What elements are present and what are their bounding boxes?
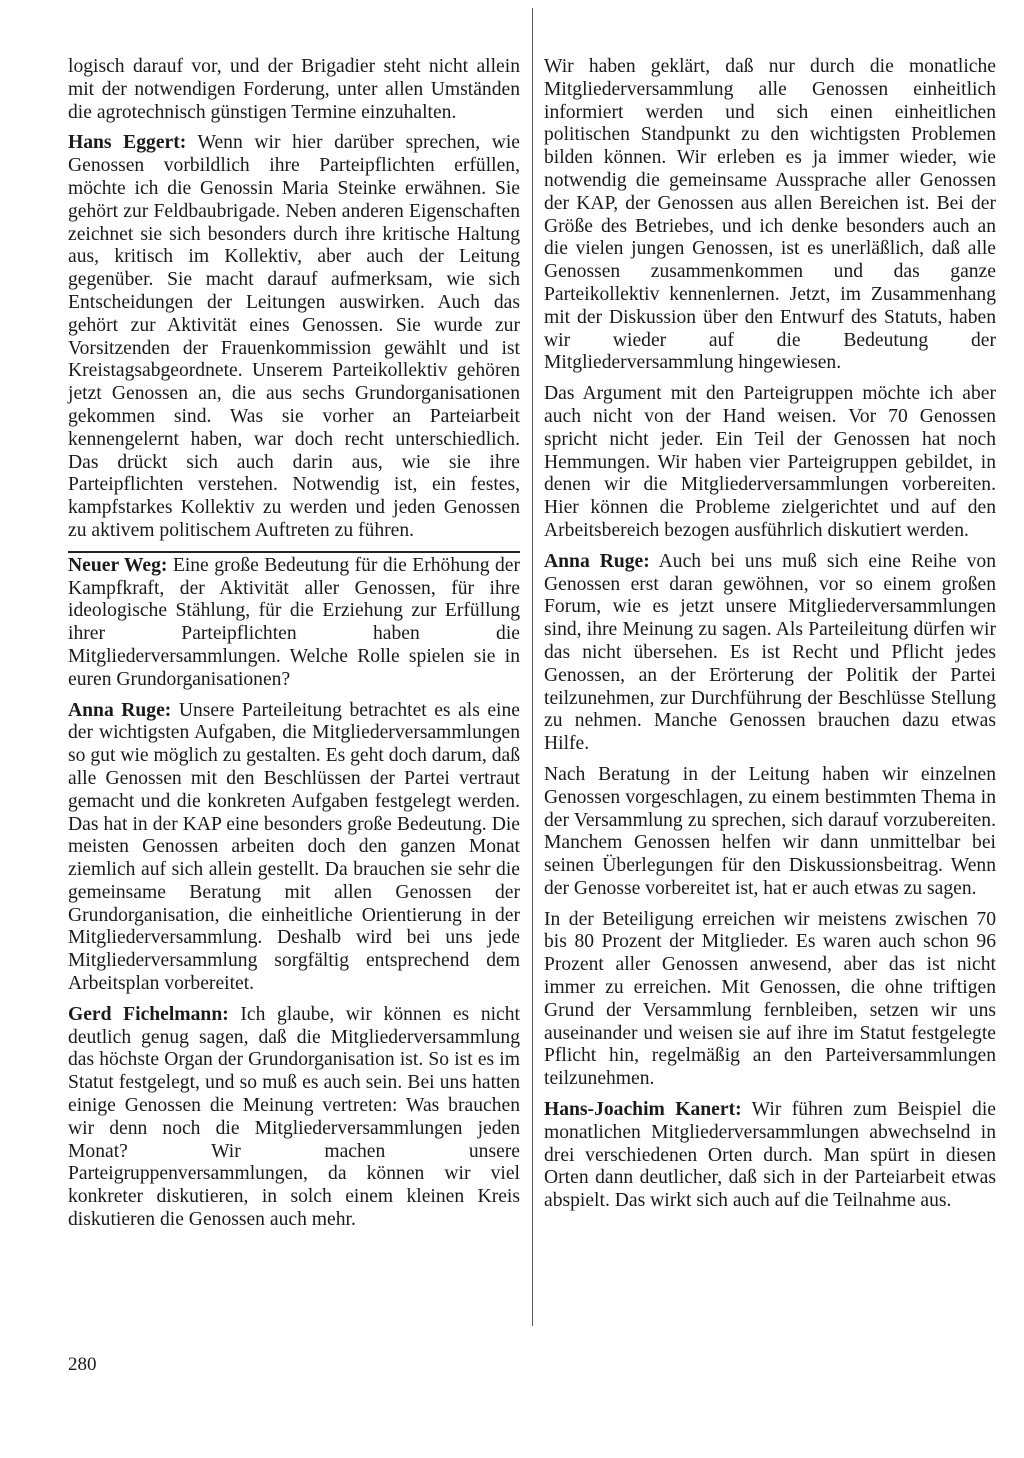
paragraph-gerd-fichelmann (68, 1004, 520, 1232)
paragraph-text: Wenn wir hier darüber sprechen, wie Genossen vorbildlich ihre Parteipflichten erfüllen, möchte ich die Genossin Maria Steinke erwähnen. Sie gehört zur Feldbaubrigade. Neben anderen Eigenschaften zeichnet sie sich besonders durch ihre kritische Haltung aus, kritisch im Kollektiv, aber auch der Leitung gegenüber. Sie macht darauf aufmerksam, wie sich Entscheidungen der Leitungen auswirken. Auch das gehört zur Aktivität eines Genossen. Sie wurde zur Vorsitzenden der Frauenkommission gewählt und ist Kreistagsabgeordnete. Unserem Parteikollektiv gehören jetzt Genossen an, die aus sechs Grundorganisationen gekommen sind. Was sie vorher an Parteiarbeit kennengelernt haben, war doch recht unterschiedlich. Das drückt sich auch darin aus, wie sie ihre Parteipflichten verstehen. Notwendig ist, ein festes, kampfstarkes Kollektiv zu werden und jeden Genossen zu aktivem politischem Auftreten zu führen. (68, 132, 520, 541)
paragraph-continuation: Wir haben geklärt, daß nur durch die monatliche Mitgliederversammlung alle Genossen einheitlich informiert werden und sich einen einheitlichen politischen Standpunkt zu den wichtigsten Problemen bilden können. Wir erleben es ja immer wieder, wie notwendig die gemeinsame Aussprache aller Genossen der KAP, der Genossen aus allen Bereichen ist. Bei der Größe des Betriebes, und ich denke besonders auch an die vielen jungen Genossen, ist es unerläßlich, daß alle Genossen zusammenkommen und das ganze Parteikollektiv kennenlernen. Jetzt, im Zusammenhang mit der Diskussion über den Entwurf des Statuts, haben wir wieder auf die Bedeutung der Mitgliederversammlung hingewiesen. (544, 56, 996, 374)
paragraph-text: Wir führen zum Beispiel die monatlichen Mitgliederversammlungen abwechselnd in drei verschiedenen Orten durch. Man spürt in diesen Orten dann deutlicher, daß sich in der Parteiarbeit etwas abspielt. Das wirkt sich auch auf die Teilnahme aus. (544, 1099, 996, 1212)
paragraph-continuation: logisch darauf vor, und der Brigadier steht nicht allein mit der notwendigen Forderung, unter allen Umständen die agrotechnisch günstigen Termine einzuhalten. (68, 56, 520, 123)
paragraph-hans-joachim-kanert (544, 1099, 996, 1213)
speaker-name: Hans Eggert: (68, 132, 187, 154)
page-number: 280 (68, 1354, 97, 1375)
question-text: Eine große Bedeutung für die Erhöhung der Kampfkraft, der Aktivität aller Genossen, für ihre ideologische Stählung, für die Erziehung zur Erfüllung ihrer Parteipflichten haben die Mitgliederversammlungen. Welche Rolle spielen sie in euren Grundorganisationen? (68, 554, 520, 690)
speaker-name: Neuer Weg: (68, 554, 168, 576)
left-column (68, 56, 520, 1240)
paragraph-text: Unsere Parteileitung betrachtet es als eine der wichtigsten Aufgaben, die Mitgliederversammlungen so gut wie möglich zu gestalten. Es geht doch darum, daß alle Genossen mit den Beschlüssen der Partei vertraut gemacht und die konkreten Aufgaben festgelegt werden. Das hat in der KAP eine besonders große Bedeutung. Die meisten Genossen arbeiten doch den ganzen Monat ziemlich auf sich allein gestellt. Da brauchen sie sehr die gemeinsame Beratung mit allen Genossen der Grundorganisation, die einheitliche Orientierung in der Mitgliederversammlung. Deshalb wird bei uns jede Mitgliederversammlung sorgfältig entsprechend dem Arbeitsplan vorbereitet. (68, 699, 520, 995)
right-column (544, 56, 996, 1221)
paragraph-text: Ich glaube, wir können es nicht deutlich genug sagen, daß die Mitgliederversammlung das höchste Organ der Grundorganisation ist. So ist es im Statut festgelegt, und so muß es auch sein. Bei uns hatten einige Genossen die Meinung vertreten: Was brauchen wir denn noch die Mitgliederversammlungen jeden Monat? Wir machen unsere Parteigruppenversammlungen, da können wir viel konkreter diskutieren, in solch einem kleinen Kreis diskutieren die Genossen auch mehr. (68, 1003, 520, 1231)
paragraph-hans-eggert (68, 132, 520, 542)
speaker-name: Hans-Joachim Kanert: (544, 1099, 742, 1121)
paragraph-beteiligung: In der Beteiligung erreichen wir meistens zwischen 70 bis 80 Prozent der Mitglieder. Es waren auch schon 96 Prozent aller Genossen anwesend, aber das ist nicht immer zu erreichen. Mit Genossen, die ohne triftigen Grund der Versammlung fernbleiben, setzen wir uns auseinander und weisen sie auf ihre im Statut festgelegte Pflicht hin, regelmäßig an den Parteiversammlungen teilzunehmen. (544, 908, 996, 1090)
column-divider (532, 8, 533, 1326)
paragraph-beratung: Nach Beratung in der Leitung haben wir einzelnen Genossen vorgeschlagen, zu einem bestimmten Thema in der Versammlung zu sprechen, sich darauf vorzubereiten. Manchem Genossen helfen wir dann unmittelbar bei seinen Überlegungen für den Diskussionsbeitrag. Wenn der Genosse vorbereitet ist, hat er auch etwas zu sagen. (544, 763, 996, 899)
paragraph-parteigruppen: Das Argument mit den Parteigruppen möchte ich aber auch nicht von der Hand weisen. Vor 70 Genossen spricht nicht jeder. Ein Teil der Genossen hat noch Hemmungen. Wir haben vier Parteigruppen gebildet, in denen wir die Mitgliederversammlungen vorbereiten. Hier können die Probleme zielgerichtet und auf den Arbeitsbereich bezogen ausführlich diskutiert werden. (544, 383, 996, 541)
speaker-name: Anna Ruge: (544, 550, 650, 572)
paragraph-text: Auch bei uns muß sich eine Reihe von Genossen erst daran gewöhnen, vor so einem großen Forum, wie es jetzt unsere Mitgliederversammlungen sind, ihre Meinung zu sagen. Als Parteileitung dürfen wir das nicht übersehen. Es ist Recht und Pflicht jedes Genossen, an der Erörterung der Politik der Partei teilzunehmen, zur Durchführung der Beschlüsse Stellung zu nehmen. Manche Genossen brauchen dazu etwas Hilfe. (544, 550, 996, 755)
paragraph-anna-ruge (68, 700, 520, 996)
speaker-name: Anna Ruge: (68, 699, 172, 721)
interview-question (68, 551, 520, 692)
paragraph-anna-ruge (544, 551, 996, 756)
speaker-name: Gerd Fichelmann: (68, 1003, 229, 1025)
